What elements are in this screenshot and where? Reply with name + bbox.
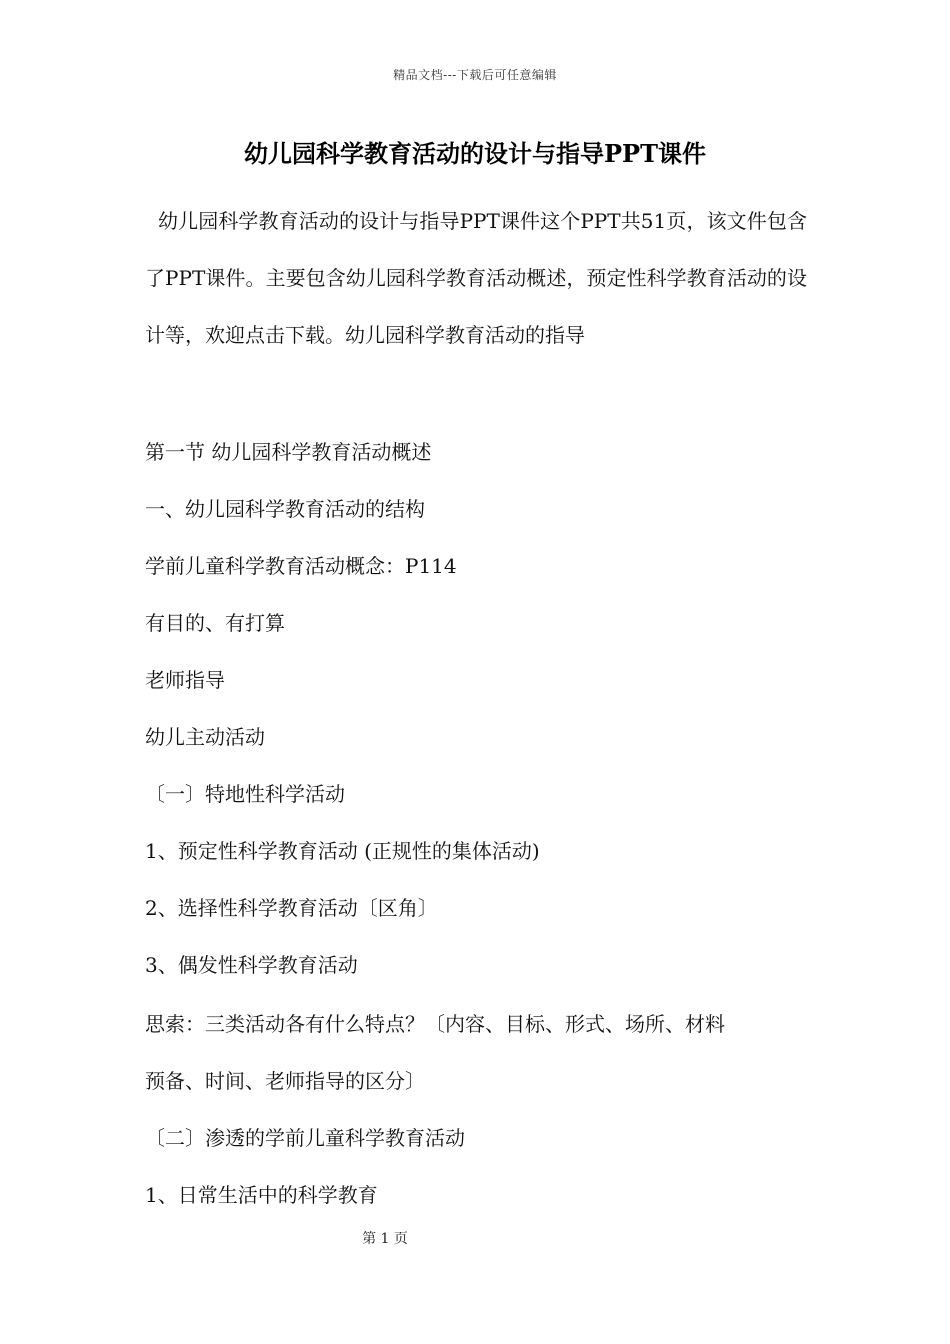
subsection-heading: 一、幼儿园科学教育活动的结构 [145, 497, 425, 521]
list-item: 1、日常生活中的科学教育 [145, 1183, 378, 1207]
text-line: 学前儿童科学教育活动概念：P114 [145, 554, 457, 578]
text-line: 思索：三类活动各有什么特点？〔内容、目标、形式、场所、材料 [145, 1012, 725, 1036]
intro-paragraph: 幼儿园科学教育活动的设计与指导PPT课件这个PPT共51页，该文件包含了PPT课件。主要包含幼儿园科学教育活动概述，预定性科学教育活动的设计等，欢迎点击下载。幼儿园科学教育活动的指导 [145, 209, 807, 347]
list-item: 3、偶发性科学教育活动 [145, 953, 358, 977]
text-line: 预备、时间、老师指导的区分〕 [145, 1069, 425, 1093]
text-line: 有目的、有打算 [145, 611, 285, 635]
page-header: 精品文档---下载后可任意编辑 [393, 68, 557, 82]
subsection-heading: 〔二〕渗透的学前儿童科学教育活动 [145, 1126, 465, 1150]
list-item: 1、预定性科学教育活动 (正规性的集体活动) [145, 839, 540, 863]
subsection-heading: 〔一〕特地性科学活动 [145, 782, 345, 806]
text-line: 老师指导 [145, 668, 225, 692]
list-item: 2、选择性科学教育活动〔区角〕 [145, 896, 438, 920]
section-heading: 第一节 幼儿园科学教育活动概述 [145, 440, 432, 464]
document-title: 幼儿园科学教育活动的设计与指导PPT课件 [244, 139, 706, 168]
page-number: 第 1 页 [362, 1231, 408, 1247]
text-line: 幼儿主动活动 [145, 725, 265, 749]
